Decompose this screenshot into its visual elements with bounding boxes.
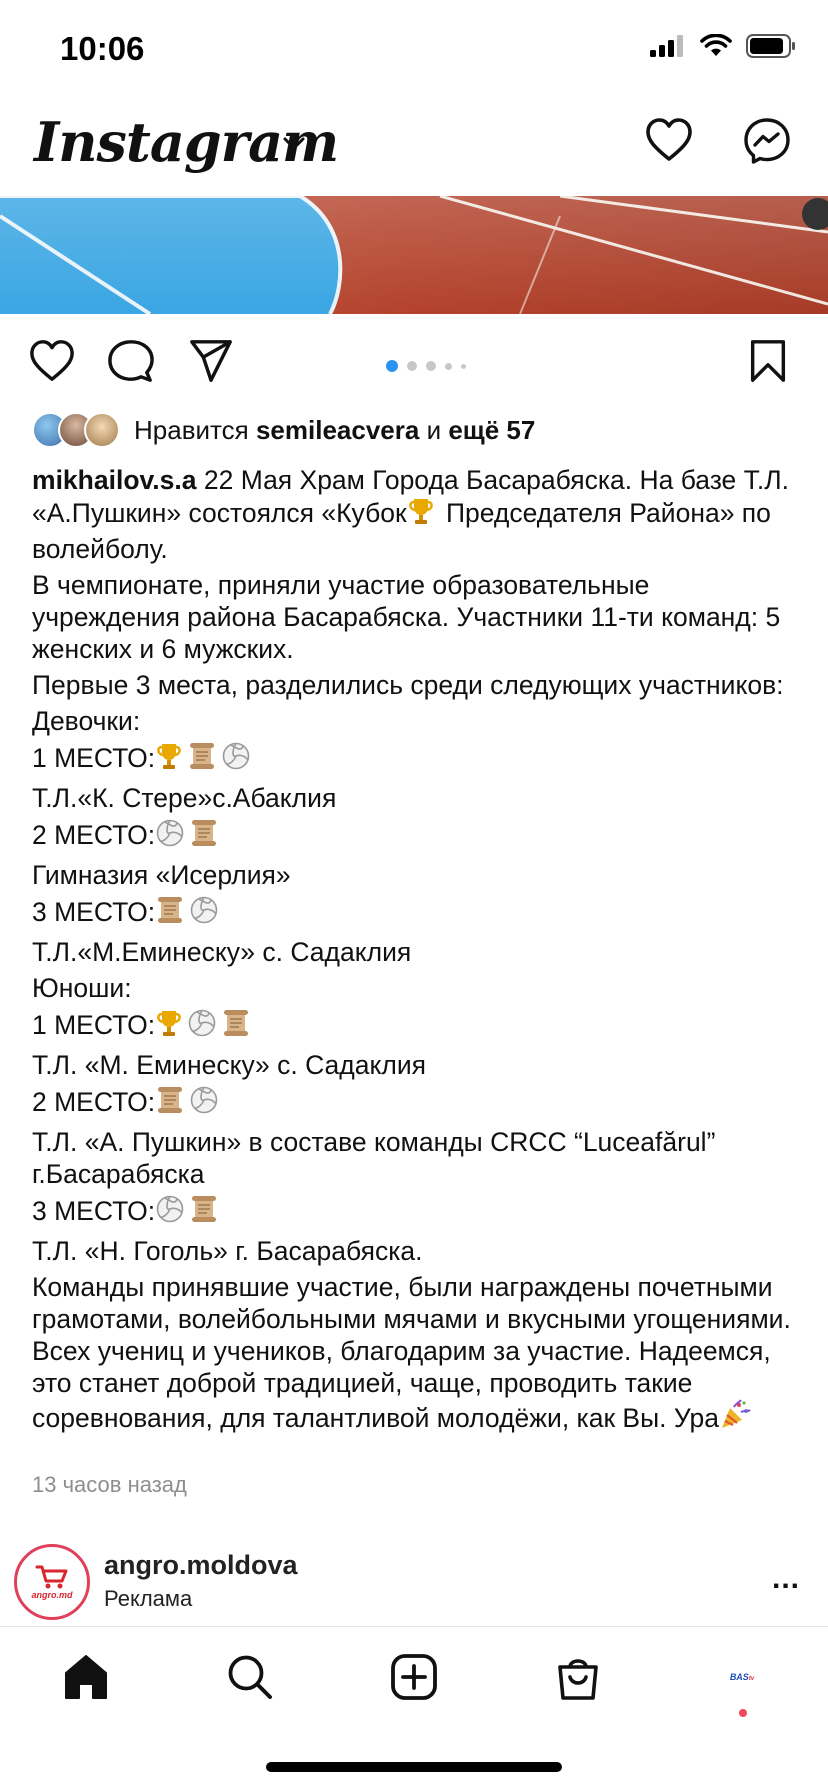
volleyball-emoji-icon (189, 1085, 219, 1122)
caption-text: Юноши: (32, 973, 132, 1003)
likes-others[interactable]: ещё 57 (448, 414, 536, 445)
carousel-dot (407, 361, 417, 371)
caption-text: Т.Л. «М. Еминеску» с. Садаклия (32, 1050, 426, 1080)
profile-avatar: BAStv (729, 1672, 755, 1682)
caption-line (32, 1271, 802, 1438)
caption-username[interactable]: mikhailov.s.a (32, 465, 197, 495)
volleyball-emoji-icon (155, 818, 185, 855)
carousel-indicator (386, 360, 466, 372)
caption-text: Т.Л. «Н. Гоголь» г. Басарабяска. (32, 1236, 423, 1266)
caption-text: 3 МЕСТО: (32, 897, 156, 927)
caption-line (32, 741, 802, 778)
caption-line (32, 895, 802, 932)
profile-tab[interactable] (722, 1657, 762, 1697)
likes-text (134, 415, 535, 446)
caption-text: 1 МЕСТО: (32, 1010, 156, 1040)
caption-line (32, 936, 802, 968)
post-caption (32, 464, 802, 1442)
app-header (0, 96, 828, 196)
volleyball-emoji-icon (155, 1194, 185, 1231)
caption-line (32, 972, 802, 1004)
instagram-logo[interactable]: Instagram (34, 110, 339, 174)
search-icon[interactable] (226, 1653, 274, 1701)
avatar (84, 412, 120, 448)
caption-text: Т.Л.«М.Еминеску» с. Садаклия (32, 937, 412, 967)
scroll-emoji-icon (155, 1085, 185, 1122)
wifi-icon (700, 34, 732, 58)
caption-line (32, 705, 802, 737)
home-icon[interactable] (62, 1653, 110, 1701)
court-photo (0, 196, 828, 314)
more-options-button[interactable]: ... (771, 1562, 800, 1595)
scroll-emoji-icon (187, 741, 217, 778)
battery-icon (746, 34, 796, 58)
sponsored-post-header (0, 1540, 828, 1624)
post-time-ago: 13 часов назад (32, 1472, 187, 1497)
caption-line (32, 818, 802, 855)
messenger-icon[interactable] (742, 116, 792, 166)
caption-text: 2 МЕСТО: (32, 1087, 156, 1117)
scroll-emoji-icon (221, 1008, 251, 1045)
sponsor-username[interactable]: angro.moldova (104, 1550, 298, 1580)
status-bar (0, 0, 828, 96)
comment-icon[interactable] (108, 338, 154, 384)
create-post-icon[interactable] (390, 1653, 438, 1701)
caption-text: 22 Мая Храм Города Басарабяска. На базе Т.Л. «А.Пушкин» состоялся «Кубок (32, 465, 790, 528)
caption-line (32, 1085, 802, 1122)
caption-text: Команды принявшие участие, были награждены почетными грамотами, волейбольными мячами и вкусными угощениями. Всех учениц и учеников, благодарим за участие. Надеемся, это станет доброй традицией, чаще, проводить такие соревнования, для талантливой молодёжи, как Вы. Ура (32, 1272, 791, 1433)
carousel-dot (386, 360, 398, 372)
caption-line (32, 859, 802, 891)
profile-badge-text: BAS (729, 1672, 749, 1682)
likes-row[interactable] (32, 408, 535, 452)
caption-text: В чемпионате, приняли участие образовательные учреждения района Басарабяска. Участники 11-ти команд: 5 женских и 6 мужских. (32, 570, 781, 664)
notification-dot (739, 1709, 747, 1717)
carousel-dot (445, 363, 452, 370)
scroll-emoji-icon (155, 895, 185, 932)
home-indicator[interactable] (266, 1762, 562, 1772)
scroll-emoji-icon (189, 1194, 219, 1231)
caption-text: Т.Л. «А. Пушкин» в составе команды CRCC “Luceafărul” г.Басарабяска (32, 1127, 716, 1189)
caption-line (32, 669, 802, 701)
caption-line (32, 1235, 802, 1267)
caption-text: Т.Л.«К. Стере»с.Абаклия (32, 783, 337, 813)
caption-text: Гимназия «Исерлия» (32, 860, 291, 890)
caption-text: Председателя Района» по волейболу. (32, 498, 771, 564)
activity-heart-icon[interactable] (644, 116, 694, 166)
carousel-dot (426, 361, 436, 371)
caption-line (32, 1008, 802, 1045)
post-image[interactable] (0, 196, 828, 314)
caption-line (32, 1194, 802, 1231)
caption-text: 2 МЕСТО: (32, 820, 156, 850)
caption-text: Первые 3 места, разделились среди следующих участников: (32, 670, 784, 700)
trophy-emoji-icon (407, 496, 435, 533)
liker-username[interactable]: semileacvera (255, 414, 420, 445)
caption-line (32, 1126, 802, 1190)
caption-text: 3 МЕСТО: (32, 1196, 156, 1226)
volleyball-emoji-icon (189, 895, 219, 932)
chevron-down-icon[interactable] (282, 136, 306, 152)
party-popper-emoji-icon (719, 1399, 751, 1438)
post-actions (0, 330, 828, 394)
sponsor-avatar[interactable] (14, 1544, 90, 1620)
caption-line (32, 782, 802, 814)
cart-icon (35, 1564, 69, 1590)
caption-line (32, 464, 802, 565)
signal-icon (650, 35, 686, 57)
volleyball-emoji-icon (187, 1008, 217, 1045)
status-icons (650, 34, 796, 58)
caption-line (32, 569, 802, 665)
sponsored-label: Реклама (104, 1586, 193, 1611)
volleyball-emoji-icon (221, 741, 251, 778)
trophy-emoji-icon (155, 741, 183, 778)
scroll-emoji-icon (189, 818, 219, 855)
caption-text: 1 МЕСТО: (32, 743, 156, 773)
share-send-icon[interactable] (188, 338, 234, 384)
carousel-dot (461, 364, 466, 369)
sponsor-logo-text: angro.md (31, 1590, 73, 1600)
likes-joiner: и (426, 414, 442, 445)
shop-bag-icon[interactable] (554, 1653, 602, 1701)
trophy-emoji-icon (155, 1008, 183, 1045)
liker-avatars (32, 412, 110, 448)
caption-text: Девочки: (32, 706, 141, 736)
status-time: 10:06 (60, 30, 145, 67)
likes-prefix: Нравится (134, 414, 249, 445)
caption-line (32, 1049, 802, 1081)
bookmark-icon[interactable] (748, 338, 788, 384)
like-heart-icon[interactable] (28, 338, 76, 384)
